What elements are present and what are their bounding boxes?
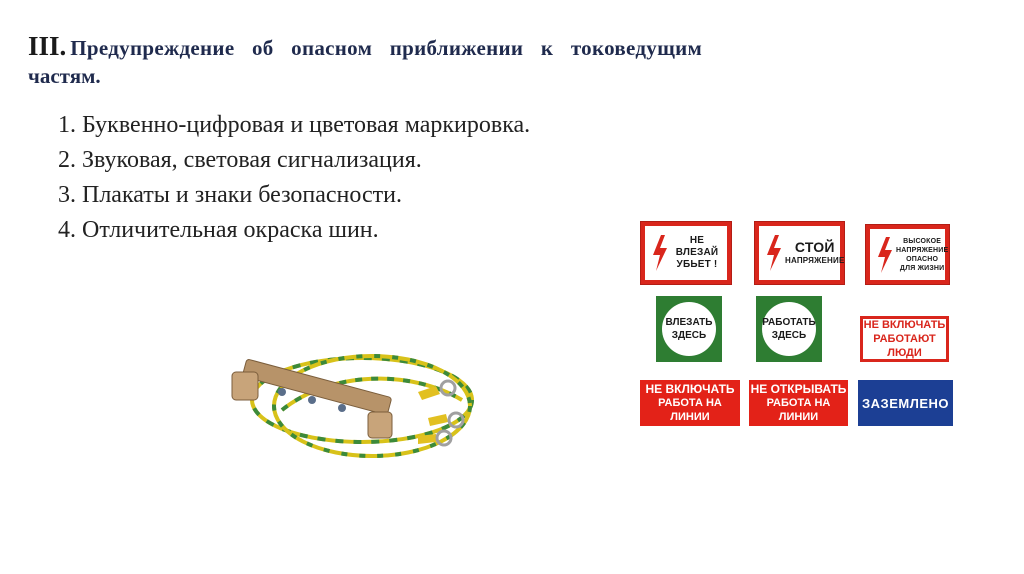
sign-ne-vkluchat-rabotayut-ludi: НЕ ВКЛЮЧАТЬ РАБОТАЮТ ЛЮДИ bbox=[860, 316, 949, 362]
list-item: 3. Плакаты и знаки безопасности. bbox=[58, 182, 402, 208]
sign-rabotat-zdes: РАБОТАТЬ ЗДЕСЬ bbox=[756, 296, 822, 362]
sign-ne-otkryvat-rabota-na-linii: НЕ ОТКРЫВАТЬ РАБОТА НА ЛИНИИ bbox=[749, 380, 848, 426]
lightning-bolt-icon bbox=[874, 235, 896, 275]
heading-title-continuation: частям. bbox=[28, 64, 101, 88]
sign-zazemleno: ЗАЗЕМЛЕНО bbox=[858, 380, 953, 426]
measures-list bbox=[58, 108, 530, 248]
sign-stoi-napryazhenie: СТОЙ НАПРЯЖЕНИЕ bbox=[755, 222, 844, 284]
slide-heading bbox=[28, 31, 982, 89]
list-item: 4. Отличительная окраска шин. bbox=[58, 217, 379, 243]
lightning-bolt-icon bbox=[649, 233, 671, 273]
heading-title: Предупреждение об опасном приближении к токоведущим bbox=[70, 36, 703, 60]
sign-vlezat-zdes: ВЛЕЗАТЬ ЗДЕСЬ bbox=[656, 296, 722, 362]
sign-ne-vkluchat-rabota-na-linii: НЕ ВКЛЮЧАТЬ РАБОТА НА ЛИНИИ bbox=[640, 380, 740, 426]
sign-ne-vlezai: НЕ ВЛЕЗАЙ УБЬЕТ ! bbox=[641, 222, 731, 284]
list-item: 2. Звуковая, световая сигнализация. bbox=[58, 147, 422, 173]
lightning-bolt-icon bbox=[763, 233, 785, 273]
grounding-wire-image bbox=[222, 330, 488, 480]
section-number: III. bbox=[28, 31, 67, 61]
sign-vysokoe-napryazhenie: ВЫСОКОЕ НАПРЯЖЕНИЕ ОПАСНО ДЛЯ ЖИЗНИ bbox=[866, 225, 949, 284]
list-item: 1. Буквенно-цифровая и цветовая маркировка. bbox=[58, 112, 531, 138]
